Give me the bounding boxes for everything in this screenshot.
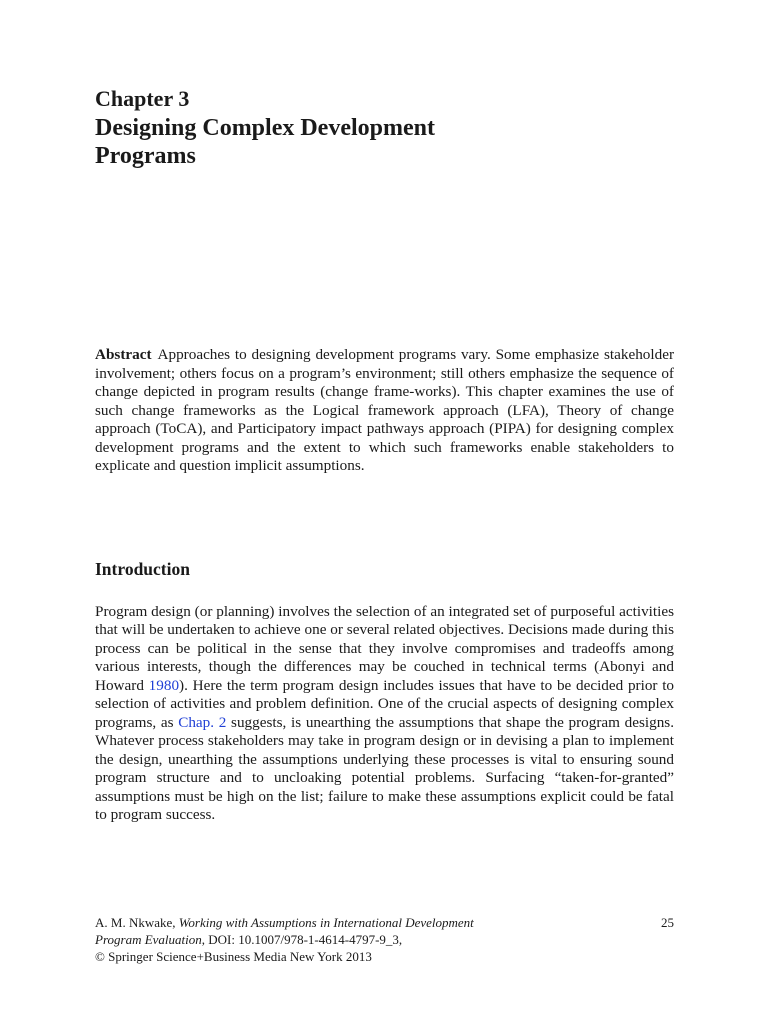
intro-text-part3: suggests, is unearthing the assumptions that shape the program designs. Whatever process stakeholders may take in program design or in devising a plan to implement the design, unearthing the assumptions underlying these processes is vital to ensuring sound program structure and to uncloaking potential problems. Surfacing “taken-for-granted” assumptions must be high on the list; failure to make these assumptions explicit could be fatal to program success. bbox=[95, 713, 675, 823]
section-heading-introduction: Introduction bbox=[95, 559, 190, 579]
chapter-title-line2: Programs bbox=[95, 143, 196, 169]
footer-book-title-1: Working with Assumptions in International Development bbox=[178, 915, 474, 930]
page-number: 25 bbox=[661, 915, 674, 930]
intro-text-part1: Program design (or planning) involves the selection of an integrated set of purposeful activities that will be undertaken to achieve one or several related objectives. Decisions made during this process can be political in the sense that they involve compromises and tradeoffs among various interests, though the differences may be couched in technical terms (Abonyi and Howard bbox=[95, 603, 674, 694]
chapter-2-link[interactable]: Chap. 2 bbox=[178, 713, 227, 731]
chapter-label: Chapter 3 bbox=[95, 86, 190, 111]
abstract-text: Approaches to designing development programs vary. Some emphasize stakeholder involvement; others focus on a program’s environment; still others emphasize the sequence of change depicted in program results (change frame-works). This chapter examines the use of such change frameworks as the Logical framework approach (LFA), Theory of change approach (ToCA), and Participatory impact pathways approach (PIPA) for designing complex development programs and the extent to which such frameworks enable stakeholders to explicate and question implicit assumptions. bbox=[95, 346, 674, 474]
introduction-paragraph bbox=[95, 603, 674, 824]
footer-author: A. M. Nkwake, bbox=[95, 915, 179, 930]
abstract-paragraph bbox=[95, 346, 674, 476]
footer-book-title-2: Program Evaluation bbox=[95, 932, 202, 947]
footer-citation-line1 bbox=[95, 914, 674, 931]
intro-text-part2: ). Here the term program design includes issues that have to be decided prior to selection of activities and problem definition. One of the crucial aspects of designing complex programs, as bbox=[95, 676, 675, 731]
chapter-title bbox=[95, 114, 615, 170]
document-page bbox=[95, 0, 674, 1024]
citation-link-1980[interactable]: 1980 bbox=[148, 676, 180, 694]
page-footer bbox=[95, 914, 674, 965]
footer-doi: , DOI: 10.1007/978-1-4614-4797-9_3, bbox=[201, 932, 403, 947]
footer-copyright: © Springer Science+Business Media New York 2013 bbox=[95, 949, 372, 964]
chapter-title-line1: Designing Complex Development bbox=[95, 115, 435, 141]
abstract-label: Abstract bbox=[95, 346, 152, 363]
footer-citation-line2 bbox=[95, 931, 674, 948]
